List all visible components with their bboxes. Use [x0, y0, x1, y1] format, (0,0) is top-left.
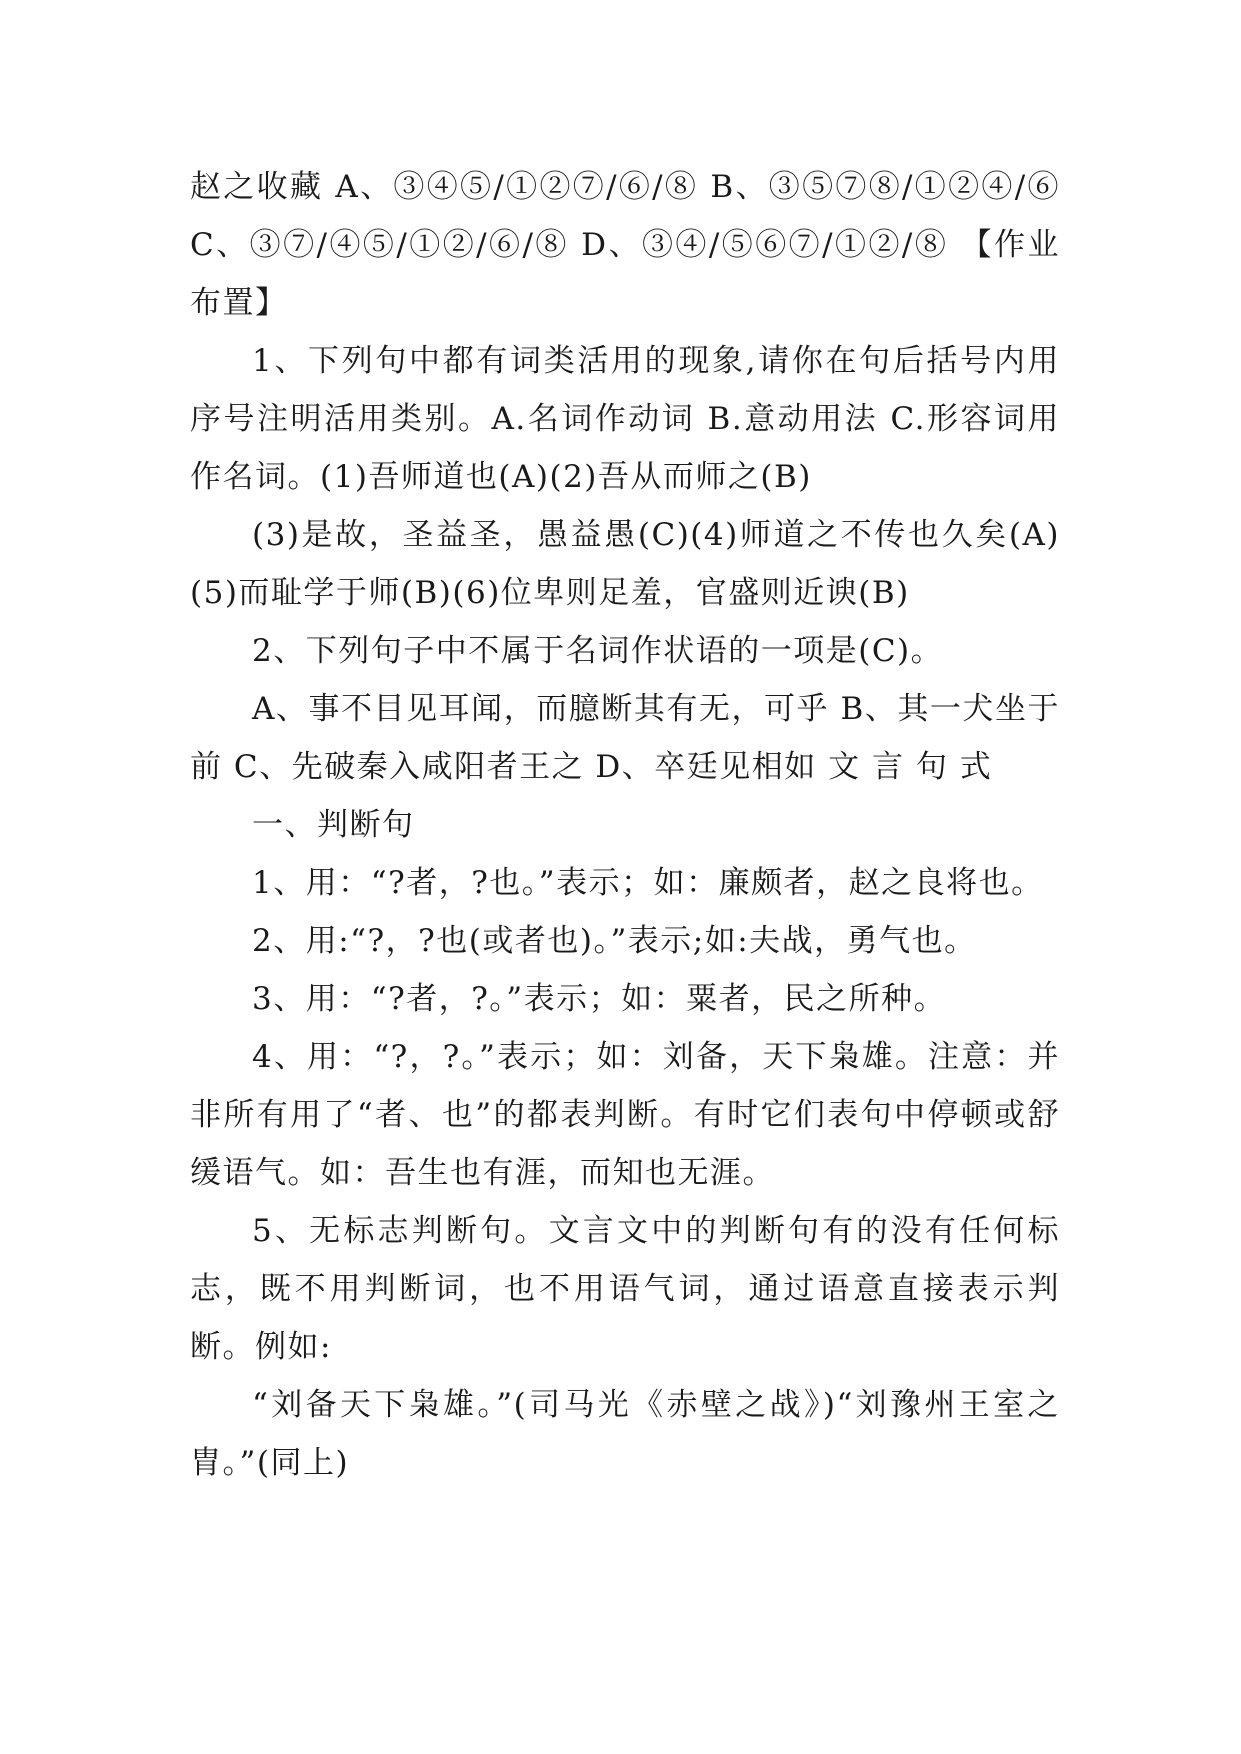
section-heading-judgment-sentence: 一、判断句 [252, 807, 415, 843]
paragraph-question-1: 1、下列句中都有词类活用的现象,请你在句后括号内用序号注明活用类别。A.名词作动词 B.意动用法 C.形容词用作名词。(1)吾师道也(A)(2)吾从而师之(B) [190, 343, 1060, 495]
paragraph-rule-4: 4、用：“?，?。”表示；如：刘备，天下枭雄。注意：并非所有用了“者、也”的都表判断。有时它们表句中停顿或舒缓语气。如：吾生也有涯，而知也无涯。 [190, 1039, 1060, 1191]
document-body [190, 158, 1060, 1492]
paragraph-examples: “刘备天下枭雄。”(司马光《赤壁之战》)“刘豫州王室之胄。”(同上) [190, 1387, 1060, 1481]
paragraph-question-2: 2、下列句子中不属于名词作状语的一项是(C)。 [252, 633, 944, 669]
paragraph-question-1-continued: (3)是故，圣益圣，愚益愚(C)(4)师道之不传也久矣(A)(5)而耻学于师(B)(6)位卑则足羞，官盛则近谀(B) [190, 517, 1060, 611]
paragraph-rule-2: 2、用:“?，?也(或者也)。”表示;如:夫战，勇气也。 [252, 923, 977, 959]
paragraph-rule-5: 5、无标志判断句。文言文中的判断句有的没有任何标志，既不用判断词，也不用语气词，通过语意直接表示判断。例如: [190, 1213, 1060, 1365]
paragraph-rule-1: 1、用：“?者，?也。”表示；如：廉颇者，赵之良将也。 [252, 865, 1044, 901]
paragraph-question-2-options: A、事不目见耳闻，而臆断其有无，可乎 B、其一犬坐于前 C、先破秦入咸阳者王之 D、卒廷见相如 文 言 句 式 [190, 691, 1060, 785]
paragraph-answer-options: 赵之收藏 A、③④⑤/①②⑦/⑥/⑧ B、③⑤⑦⑧/①②④/⑥ C、③⑦/④⑤/①②/⑥/⑧ D、③④/⑤⑥⑦/①②/⑧ 【作业布置】 [190, 169, 1060, 321]
paragraph-rule-3: 3、用：“?者，?。”表示；如：粟者，民之所种。 [252, 981, 947, 1017]
